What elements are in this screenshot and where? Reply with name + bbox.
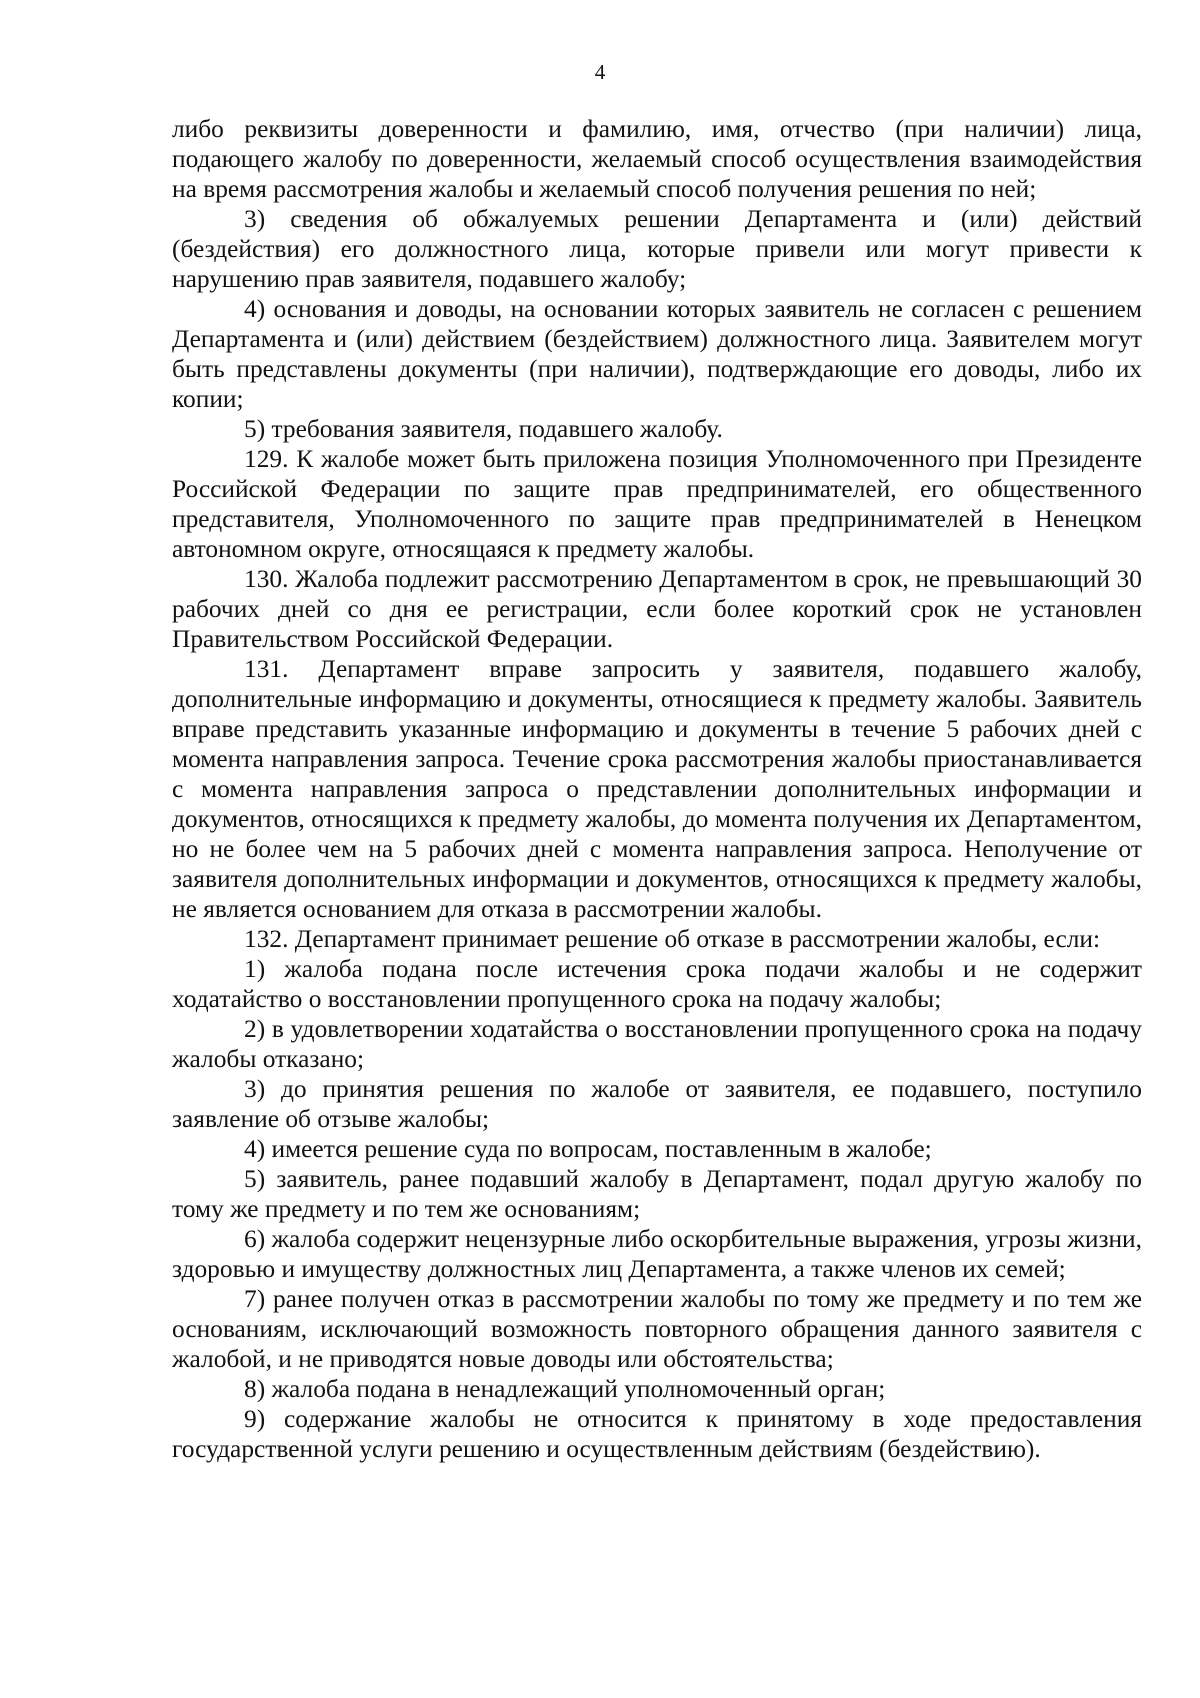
paragraph-132-item-5: 5) заявитель, ранее подавший жалобу в Департамент, подал другую жалобу по тому же предмету и по тем же основаниям; bbox=[172, 1165, 1142, 1223]
paragraph-132-item-3: 3) до принятия решения по жалобе от заявителя, ее подавшего, поступило заявление об отзыве жалобы; bbox=[172, 1075, 1142, 1133]
paragraph-132-item-7: 7) ранее получен отказ в рассмотрении жалобы по тому же предмету и по тем же основаниям, исключающий возможность повторного обращения данного заявителя с жалобой, и не приводятся новые доводы или обстоятельства; bbox=[172, 1285, 1142, 1373]
paragraph-132-item-6: 6) жалоба содержит нецензурные либо оскорбительные выражения, угрозы жизни, здоровью и имуществу должностных лиц Департамента, а также членов их семей; bbox=[172, 1225, 1142, 1283]
paragraph-132-item-8: 8) жалоба подана в ненадлежащий уполномоченный орган; bbox=[244, 1375, 886, 1403]
paragraph-item-3: 3) сведения об обжалуемых решении Департамента и (или) действий (бездействия) его должностного лица, которые привели или могут привести к нарушению прав заявителя, подавшего жалобу; bbox=[172, 205, 1142, 293]
paragraph-131: 131. Департамент вправе запросить у заявителя, подавшего жалобу, дополнительные информацию и документы, относящиеся к предмету жалобы. Заявитель вправе представить указанные информацию и документы в течение 5 рабочих дней с момента направления запроса. Течение срока рассмотрения жалобы приостанавливается с момента направления запроса о представлении дополнительных информации и документов, относящихся к предмету жалобы, до момента получения их Департаментом, но не более чем на 5 рабочих дней с момента направления запроса. Неполучение от заявителя дополнительных информации и документов, относящихся к предмету жалобы, не является основанием для отказа в рассмотрении жалобы. bbox=[172, 655, 1142, 923]
paragraph-132-item-4: 4) имеется решение суда по вопросам, поставленным в жалобе; bbox=[244, 1135, 932, 1163]
paragraph-item-5: 5) требования заявителя, подавшего жалобу. bbox=[244, 415, 723, 443]
paragraph-132-item-2: 2) в удовлетворении ходатайства о восстановлении пропущенного срока на подачу жалобы отказано; bbox=[172, 1015, 1142, 1073]
paragraph-continuation: либо реквизиты доверенности и фамилию, имя, отчество (при наличии) лица, подающего жалобу по доверенности, желаемый способ осуществления взаимодействия на время рассмотрения жалобы и желаемый способ получения решения по ней; bbox=[172, 115, 1142, 203]
paragraph-129: 129. К жалобе может быть приложена позиция Уполномоченного при Президенте Российской Федерации по защите прав предпринимателей, его общественного представителя, Уполномоченного по защите прав предпринимателей в Ненецком автономном округе, относящаяся к предмету жалобы. bbox=[172, 445, 1142, 563]
paragraph-132: 132. Департамент принимает решение об отказе в рассмотрении жалобы, если: bbox=[244, 925, 1101, 953]
paragraph-132-item-1: 1) жалоба подана после истечения срока подачи жалобы и не содержит ходатайство о восстановлении пропущенного срока на подачу жалобы; bbox=[172, 955, 1142, 1013]
paragraph-item-4: 4) основания и доводы, на основании которых заявитель не согласен с решением Департамента и (или) действием (бездействием) должностного лица. Заявителем могут быть представлены документы (при наличии), подтверждающие его доводы, либо их копии; bbox=[172, 295, 1142, 413]
document-body bbox=[172, 114, 1142, 1464]
paragraph-130: 130. Жалоба подлежит рассмотрению Департаментом в срок, не превышающий 30 рабочих дней со дня ее регистрации, если более короткий срок не установлен Правительством Российской Федерации. bbox=[172, 565, 1142, 653]
paragraph-132-item-9: 9) содержание жалобы не относится к принятому в ходе предоставления государственной услуги решению и осуществленным действиям (бездействию). bbox=[172, 1405, 1142, 1463]
page-number: 4 bbox=[594, 60, 606, 84]
